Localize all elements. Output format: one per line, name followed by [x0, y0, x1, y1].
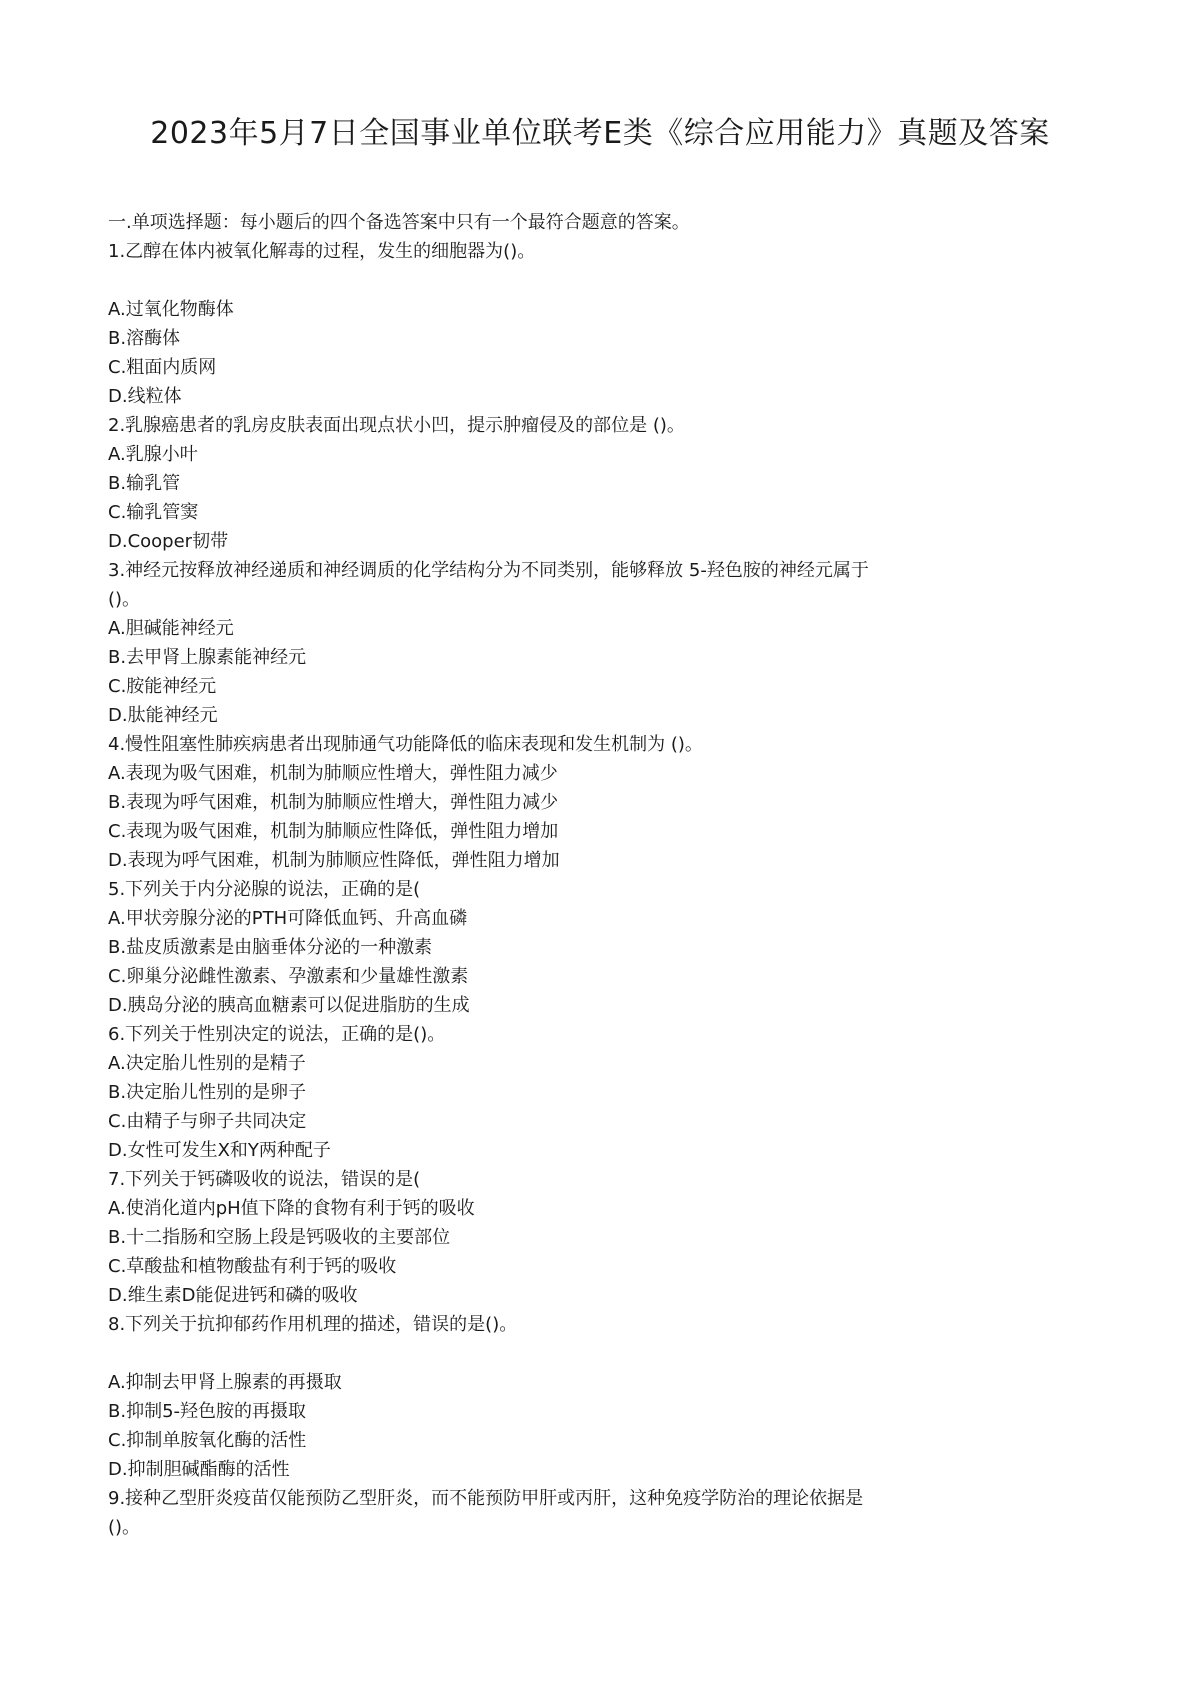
option-6a: A.决定胎儿性别的是精子 — [108, 1053, 306, 1074]
option-8b: B.抑制5-羟色胺的再摄取 — [108, 1401, 307, 1422]
option-3a: A.胆碱能神经元 — [108, 618, 234, 639]
question-stem-1: 1.乙醇在体内被氧化解毒的过程，发生的细胞器为()。 — [108, 241, 536, 262]
question-stem-5: 5.下列关于内分泌腺的说法，正确的是( — [108, 879, 421, 900]
question-stem-7: 7.下列关于钙磷吸收的说法，错误的是( — [108, 1169, 421, 1190]
document-title: 2023年5月7日全国事业单位联考E类《综合应用能力》真题及答案 — [150, 116, 1050, 151]
option-6d: D.女性可发生X和Y两种配子 — [108, 1140, 331, 1161]
option-1d: D.线粒体 — [108, 386, 182, 407]
option-6b: B.决定胎儿性别的是卵子 — [108, 1082, 307, 1103]
question-stem-9-cont: ()。 — [108, 1517, 141, 1538]
option-5b: B.盐皮质激素是由脑垂体分泌的一种激素 — [108, 937, 433, 958]
option-8d: D.抑制胆碱酯酶的活性 — [108, 1459, 290, 1480]
option-5d: D.胰岛分泌的胰高血糖素可以促进脂肪的生成 — [108, 995, 470, 1016]
option-4b: B.表现为呼气困难，机制为肺顺应性增大，弹性阻力减少 — [108, 792, 559, 813]
blank-line — [108, 1339, 1008, 1368]
question-stem-6: 6.下列关于性别决定的说法，正确的是()。 — [108, 1024, 446, 1045]
option-5c: C.卵巢分泌雌性激素、孕激素和少量雄性激素 — [108, 966, 469, 987]
option-7d: D.维生素D能促进钙和磷的吸收 — [108, 1285, 358, 1306]
option-4c: C.表现为吸气困难，机制为肺顺应性降低，弹性阻力增加 — [108, 821, 559, 842]
blank-line — [108, 266, 1008, 295]
option-2c: C.输乳管窦 — [108, 502, 199, 523]
option-7b: B.十二指肠和空肠上段是钙吸收的主要部位 — [108, 1227, 451, 1248]
question-stem-4: 4.慢性阻塞性肺疾病患者出现肺通气功能降低的临床表现和发生机制为 ()。 — [108, 734, 703, 755]
option-8a: A.抑制去甲肾上腺素的再摄取 — [108, 1372, 342, 1393]
option-1c: C.粗面内质网 — [108, 357, 217, 378]
document-body — [108, 208, 1008, 1542]
option-4a: A.表现为吸气困难，机制为肺顺应性增大，弹性阻力减少 — [108, 763, 558, 784]
question-stem-3-cont: ()。 — [108, 589, 141, 610]
question-stem-3: 3.神经元按释放神经递质和神经调质的化学结构分为不同类别，能够释放 5-羟色胺的神经元属于 — [108, 560, 869, 581]
option-2a: A.乳腺小叶 — [108, 444, 198, 465]
option-2d: D.Cooper韧带 — [108, 531, 229, 552]
option-3d: D.肽能神经元 — [108, 705, 218, 726]
question-stem-8: 8.下列关于抗抑郁药作用机理的描述，错误的是()。 — [108, 1314, 518, 1335]
question-stem-9: 9.接种乙型肝炎疫苗仅能预防乙型肝炎，而不能预防甲肝或丙肝，这种免疫学防治的理论依据是 — [108, 1488, 864, 1509]
section-heading: 一.单项选择题：每小题后的四个备选答案中只有一个最符合题意的答案。 — [108, 212, 690, 233]
option-2b: B.输乳管 — [108, 473, 181, 494]
option-8c: C.抑制单胺氧化酶的活性 — [108, 1430, 307, 1451]
option-1a: A.过氧化物酶体 — [108, 299, 234, 320]
option-5a: A.甲状旁腺分泌的PTH可降低血钙、升高血磷 — [108, 908, 468, 929]
option-7c: C.草酸盐和植物酸盐有利于钙的吸收 — [108, 1256, 397, 1277]
option-7a: A.使消化道内pH值下降的食物有利于钙的吸收 — [108, 1198, 475, 1219]
option-6c: C.由精子与卵子共同决定 — [108, 1111, 307, 1132]
option-1b: B.溶酶体 — [108, 328, 181, 349]
question-stem-2: 2.乳腺癌患者的乳房皮肤表面出现点状小凹，提示肿瘤侵及的部位是 ()。 — [108, 415, 685, 436]
option-4d: D.表现为呼气困难，机制为肺顺应性降低，弹性阻力增加 — [108, 850, 560, 871]
option-3c: C.胺能神经元 — [108, 676, 217, 697]
option-3b: B.去甲肾上腺素能神经元 — [108, 647, 307, 668]
